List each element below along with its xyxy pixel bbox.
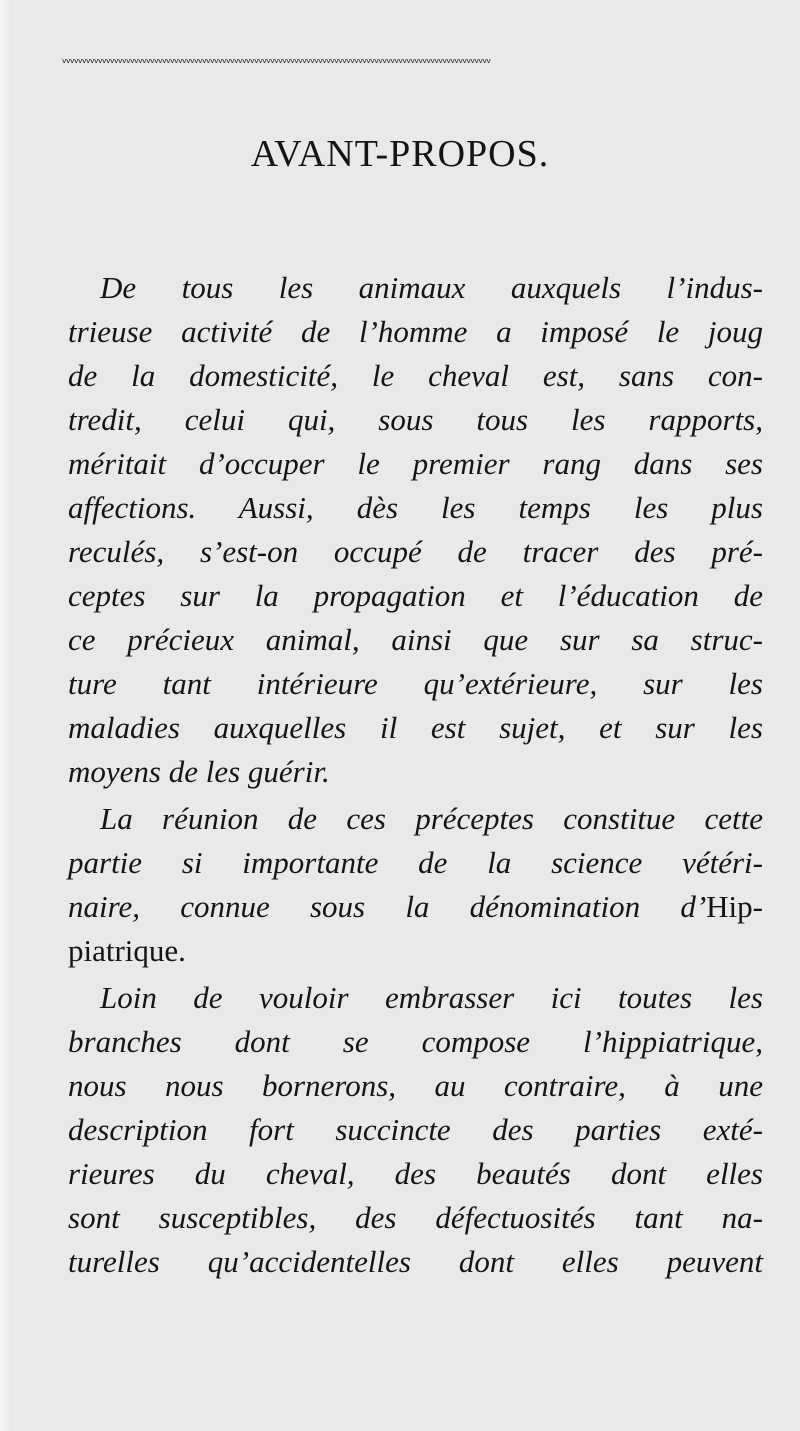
text-line: piatrique. [68, 933, 186, 968]
text-line: affections. Aussi, dès les temps les plus [68, 490, 763, 525]
text-line: sont susceptibles, des défectuosités tant na- [68, 1200, 763, 1235]
text-fragment-roman: Hip- [706, 889, 763, 924]
text-fragment: naire, connue sous la dénomination d’ [68, 889, 707, 924]
text-line: ce précieux animal, ainsi que sur sa struc- [68, 622, 763, 657]
text-line: ture tant intérieure qu’extérieure, sur les [68, 666, 763, 701]
text-line: La réunion de ces préceptes constitue cette [100, 801, 763, 836]
text-line: description fort succincte des parties exté- [68, 1112, 763, 1147]
text-line [68, 885, 763, 929]
text-line: trieuse activité de l’homme a imposé le joug [68, 314, 763, 349]
text-line: partie si importante de la science vétéri- [68, 845, 763, 880]
text-line: maladies auxquelles il est sujet, et sur les [68, 710, 763, 745]
text-line: moyens de les guérir. [68, 754, 330, 789]
text-line: turelles qu’accidentelles dont elles peuvent [68, 1244, 763, 1279]
text-line: De tous les animaux auxquels l’indus- [100, 270, 763, 305]
body-text [68, 266, 763, 1284]
text-line: nous nous bornerons, au contraire, à une [68, 1068, 763, 1103]
page-title: AVANT-PROPOS. [250, 133, 550, 175]
text-line: ceptes sur la propagation et l’éducation de [68, 578, 763, 613]
text-line: reculés, s’est-on occupé de tracer des pré- [68, 534, 763, 569]
text-line: Loin de vouloir embrasser ici toutes les [100, 980, 763, 1015]
text-line: rieures du cheval, des beautés dont elles [68, 1156, 763, 1191]
page-edge [0, 0, 12, 1431]
ornamental-rule: ᵥᵥᵥᵥᵥᵥᵥᵥᵥᵥᵥᵥᵥᵥᵥᵥᵥᵥᵥᵥᵥᵥᵥᵥᵥᵥᵥᵥᵥᵥᵥᵥᵥᵥᵥᵥᵥᵥᵥᵥᵥᵥᵥᵥᵥᵥᵥᵥᵥᵥᵥᵥᵥᵥᵥᵥᵥᵥᵥᵥᵥᵥᵥᵥᵥᵥᵥᵥᵥᵥᵥᵥᵥᵥᵥᵥᵥᵥᵥᵥᵥᵥᵥᵥᵥᵥᵥᵥᵥᵥᵥᵥᵥᵥᵥᵥᵥᵥᵥᵥᵥᵥᵥᵥᵥᵥᵥ [62, 52, 491, 66]
text-line: de la domesticité, le cheval est, sans con- [68, 358, 763, 393]
text-line: tredit, celui qui, sous tous les rapports, [68, 402, 763, 437]
text-line: branches dont se compose l’hippiatrique, [68, 1024, 763, 1059]
text-line: méritait d’occuper le premier rang dans ses [68, 446, 763, 481]
